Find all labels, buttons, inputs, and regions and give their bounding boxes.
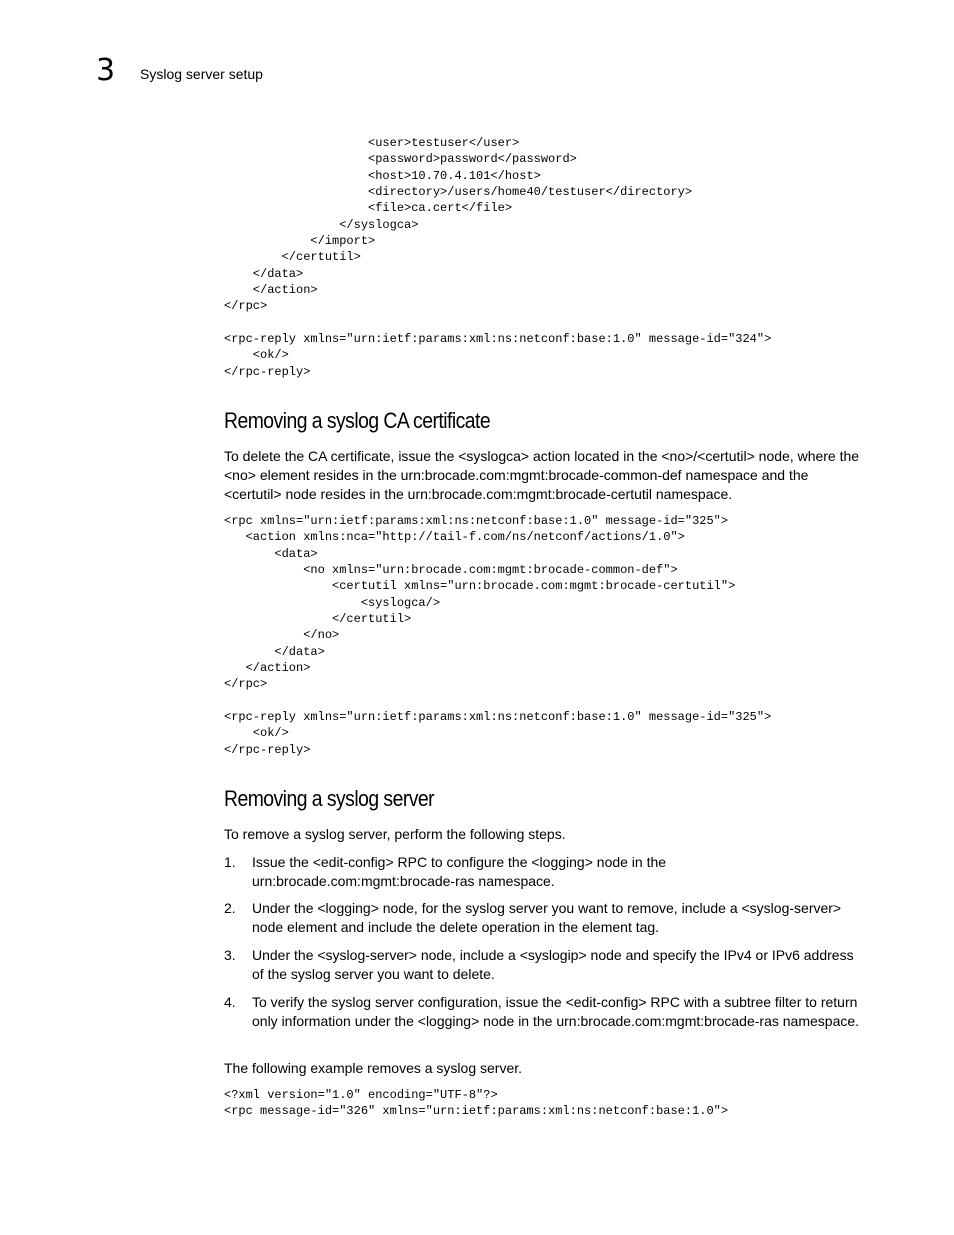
step-number: 3. [224,947,236,963]
step-number: 4. [224,994,236,1010]
code-block-certutil-import-end: <user>testuser</user> <password>password</password> <host>10.70.4.101</host> <directory>/users/home40/testuser</directory> <file>ca.cert</file> </syslogca> </import> </certutil> </data> </action> </rpc> <rpc-reply xmlns="urn:ietf:params:xml:ns:netconf:base:1.0" message-id="324"> <ok/> </rpc-reply> [224,136,772,379]
section-heading-remove-ca-cert: Removing a syslog CA certificate [224,408,491,433]
code-block-remove-ca-cert: <rpc xmlns="urn:ietf:params:xml:ns:netconf:base:1.0" message-id="325"> <action xmlns:nca="http://tail-f.com/ns/netconf/actions/1.0"> <data> <no xmlns="urn:brocade.com:mgmt:brocade-common-def"> <certutil xmlns="urn:brocade.com:mgmt:brocade-certutil"> <syslogca/> </certutil> </no> </data> </action> </rpc> <rpc-reply xmlns="urn:ietf:params:xml:ns:netconf:base:1.0" message-id="325"> <ok/> </rpc-reply> [224,514,772,757]
step-text: Under the <logging> node, for the syslog server you want to remove, include a <syslog-server> node element and include the delete operation in the element tag. [252,900,842,935]
running-header-title: Syslog server setup [140,66,263,82]
chapter-number: 3 [96,53,116,88]
step-text: Issue the <edit-config> RPC to configure the <logging> node in the urn:brocade.com:mgmt:brocade-ras namespace. [252,854,667,889]
step-3 [224,946,869,984]
step-number: 2. [224,900,236,916]
remove-ca-cert-intro: To delete the CA certificate, issue the <syslogca> action located in the <no>/<certutil> node, where the <no> element resides in the urn:brocade.com:mgmt:brocade-common-def namespace and the <certutil> node resides in the urn:brocade.com:mgmt:brocade-certutil namespace. [224,448,860,502]
code-block-remove-syslog-server: <?xml version="1.0" encoding="UTF-8"?> <rpc message-id="326" xmlns="urn:ietf:params:xml:ns:netconf:base:1.0"> [224,1088,729,1119]
remove-syslog-server-intro: To remove a syslog server, perform the following steps. [224,826,566,842]
step-4 [224,993,869,1031]
step-2 [224,899,869,937]
step-number: 1. [224,854,236,870]
step-1 [224,853,869,891]
step-text: To verify the syslog server configuration, issue the <edit-config> RPC with a subtree filter to return only information under the <logging> node in the urn:brocade.com:mgmt:brocade-ras namespace. [252,994,860,1029]
step-text: Under the <syslog-server> node, include a <syslogip> node and specify the IPv4 or IPv6 address of the syslog server you want to delete. [252,947,854,982]
example-intro: The following example removes a syslog server. [224,1060,523,1076]
section-heading-remove-syslog-server: Removing a syslog server [224,786,435,811]
